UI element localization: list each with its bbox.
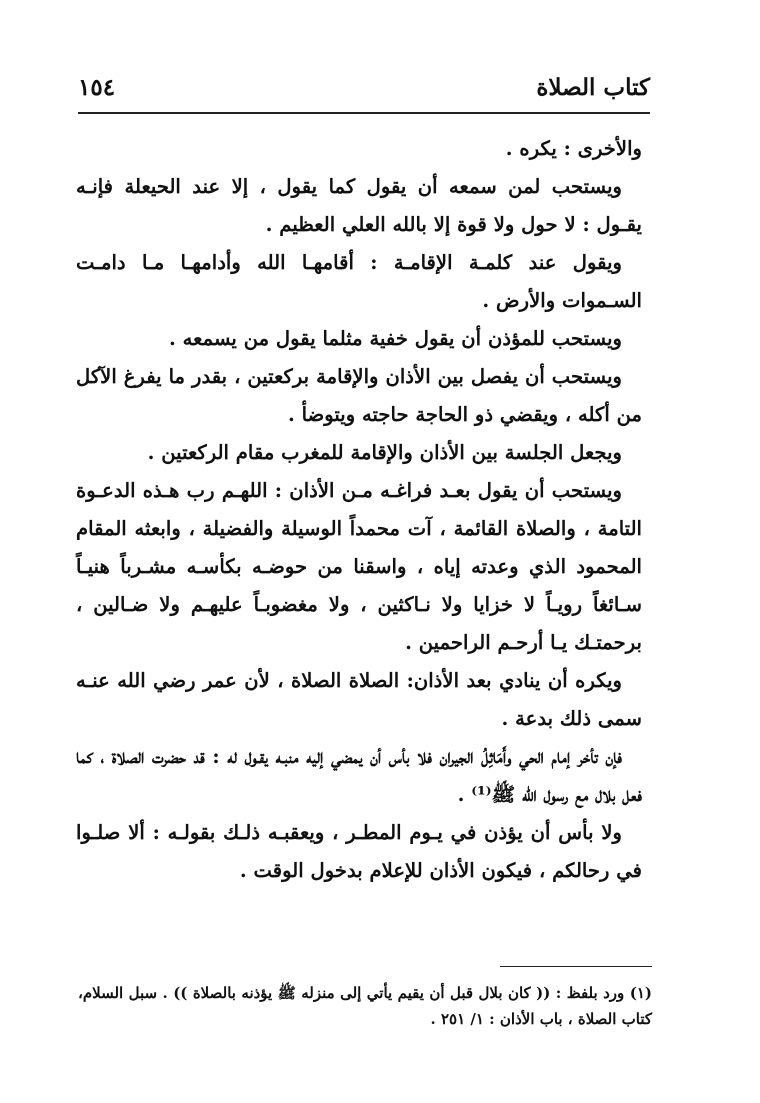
paragraph: ويستحب أن يقول بعـد فراغـه مـن الأذان : اللهـم رب هـذه الدعـوة التامة ، والصلاة القائمة ، آت محمداً الوسيلة والفضيلة ، وابعثه المقام المحمود الذي وعدته إياه ، واسقنا من حوضـه بكأسـه مشـرباً هنيـاً سـائغاً رويـاً لا خزايا ولا نـاكثين ، ولا مغضوبـاً عليهـم ولا ضـالين ، برحمتـك يـا أرحـم الراحمين . xyxy=(76,479,642,654)
paragraph: ولا بأس أن يؤذن في يـوم المطـر ، ويعقبـه ذلـك بقولـه : ألا صلـوا في رحالكم ، فيكون الأذان للإعلام بدخول الوقت . xyxy=(76,821,642,882)
footnote: (١) ورد بلفظ : (( كان بلال قبل أن يقيم يأتي إلى منزله ﷺ يؤذنه بالصلاة )) . سبل السلام، كتاب الصلاة ، باب الأذان : ١/ ٢٥١ . xyxy=(78,984,652,1028)
paragraph: ويقول عند كلمـة الإقامـة : أقامهـا الله وأدامهـا مـا دامـت السـموات والأرض . xyxy=(76,251,642,312)
paragraph: والأخرى : يكره . xyxy=(505,137,642,160)
running-header xyxy=(78,74,650,108)
paragraph: فإن تأخر إمام الحي وأَمَاثِلُ الجيران فلا بأس أن يمضي إليه منبـه يقـول له : قد حضرت الصلاة ، كما فعل بلال مع رسول الله ﷺ⁽¹⁾ . xyxy=(76,745,642,806)
paragraph: ويجعل الجلسة بين الأذان والإقامة للمغرب مقام الركعتين . xyxy=(147,441,622,464)
body-text xyxy=(76,130,642,890)
paragraph: ويكره أن ينادي بعد الأذان: الصلاة الصلاة ، لأن عمر رضي الله عنـه سمى ذلك بدعة . xyxy=(76,669,642,730)
header-divider xyxy=(78,112,650,114)
footnote-divider xyxy=(500,966,652,967)
page-number: ١٥٤ xyxy=(78,74,116,101)
paragraph: ويستحب أن يفصل بين الأذان والإقامة بركعتين ، بقدر ما يفرغ الآكل من أكله ، ويقضي ذو الحاجة حاجته ويتوضأ . xyxy=(76,365,642,426)
paragraph: ويستحب للمؤذن أن يقول خفية مثلما يقول من يسمعه . xyxy=(169,327,622,350)
paragraph: ويستحب لمن سمعه أن يقول كما يقول ، إلا عند الحيعلة فإنـه يقـول : لا حول ولا قوة إلا بالله العلي العظيم . xyxy=(76,175,642,236)
chapter-title: كتاب الصلاة xyxy=(536,74,650,101)
